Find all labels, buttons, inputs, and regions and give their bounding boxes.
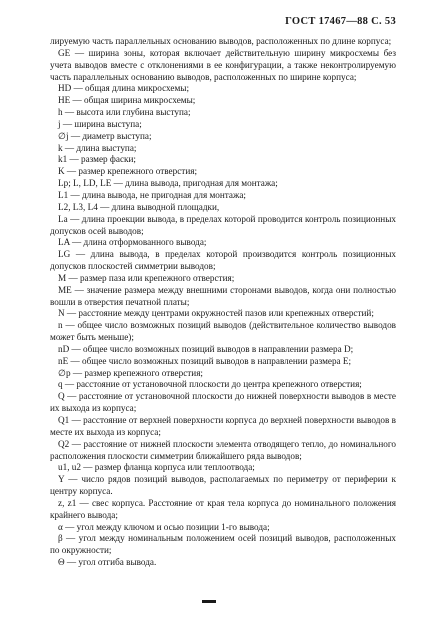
text-paragraph: k — длина выступа; [58,142,137,153]
text-paragraph: M — размер паза или крепежного отверстия; [58,272,235,283]
text-paragraph: ∅p — размер крепежного отверстия; [58,367,203,378]
document-body [50,36,396,569]
text-paragraph: K — размер крепежного отверстия; [58,166,198,177]
text-paragraph: nE — общее число возможных позиций выводов в направлении размера E; [58,355,352,366]
text-paragraph: α — угол между ключом и осью позиции 1-го вывода; [58,521,270,532]
text-paragraph: HE — общая ширина микросхемы; [58,95,196,106]
text-paragraph: ∅j — диаметр выступа; [58,130,152,141]
text-paragraph: Y — число рядов позиций выводов, располагаемых по периметру от периферии к центру корпуса. [50,474,396,497]
text-paragraph: LG — длина вывода, в пределах которой производится контроль позиционных допусков плоскостей симметрии выводов; [50,249,396,272]
text-paragraph: z, z1 — свес корпуса. Расстояние от края тела корпуса до номинального положения крайнего вывода; [50,497,396,520]
text-paragraph: La — длина проекции вывода, в пределах которой проводится контроль позиционных допусков осей выводов; [50,213,396,236]
text-paragraph: β — угол между номинальным положением осей позиций выводов, расположенных по окружности; [50,533,396,556]
text-paragraph: L2, L3, L4 — длина выводной площадки, [58,201,220,212]
text-paragraph: n — общее число возможных позиций выводов (действительное количество выводов может быть меньше); [50,320,396,343]
text-paragraph: j — ширина выступа; [58,118,142,129]
text-paragraph: ME — значение размера между внешними сторонами выводов, когда они полностью вошли в отверстия печатной платы; [50,284,396,307]
text-paragraph: q — расстояние от установочной плоскости до центра крепежного отверстия; [58,379,362,390]
text-paragraph: Lp; L, LD, LE — длина вывода, пригодная для монтажа; [58,178,278,189]
text-paragraph: GE — ширина зоны, которая включает действительную ширину микросхемы без учета выводов вместе с отклонениями в ее конфигурации, а также неконтролируемую часть параллельных основанию выводов, расположенных по ширине корпуса; [50,47,396,82]
text-paragraph: u1, u2 — размер фланца корпуса или теплоотвода; [58,462,255,473]
page-header: ГОСТ 17467—88 С. 53 [285,16,396,27]
text-paragraph: N — расстояние между центрами окружностей пазов или крепежных отверстий; [58,308,374,319]
text-paragraph: Q — расстояние от установочной плоскости до нижней поверхности выводов в месте их выхода из корпуса; [50,391,396,414]
text-paragraph: Q1 — расстояние от верхней поверхности корпуса до верхней поверхности выводов в месте их выхода из корпуса; [50,415,396,437]
text-paragraph: LA — длина отформованного вывода; [58,237,207,248]
text-paragraph: HD — общая длина микросхемы; [58,83,190,94]
footer-dash-mark [202,600,216,603]
text-paragraph: Θ — угол отгиба вывода. [58,557,157,568]
text-paragraph: nD — общее число возможных позиций выводов в направлении размера D; [58,343,354,354]
text-paragraph: L1 — длина вывода, не пригодная для монтажа; [58,189,246,200]
text-paragraph: h — высота или глубина выступа; [58,107,191,118]
text-paragraph: Q2 — расстояние от нижней плоскости элемента отводящего тепло, до номинального расположения плоскости симметрии ближайшего ряда выводов; [50,438,396,461]
text-paragraph: лируемую часть параллельных основанию выводов, расположенных по длине корпуса; [50,36,392,46]
text-paragraph: k1 — размер фаски; [58,154,136,165]
